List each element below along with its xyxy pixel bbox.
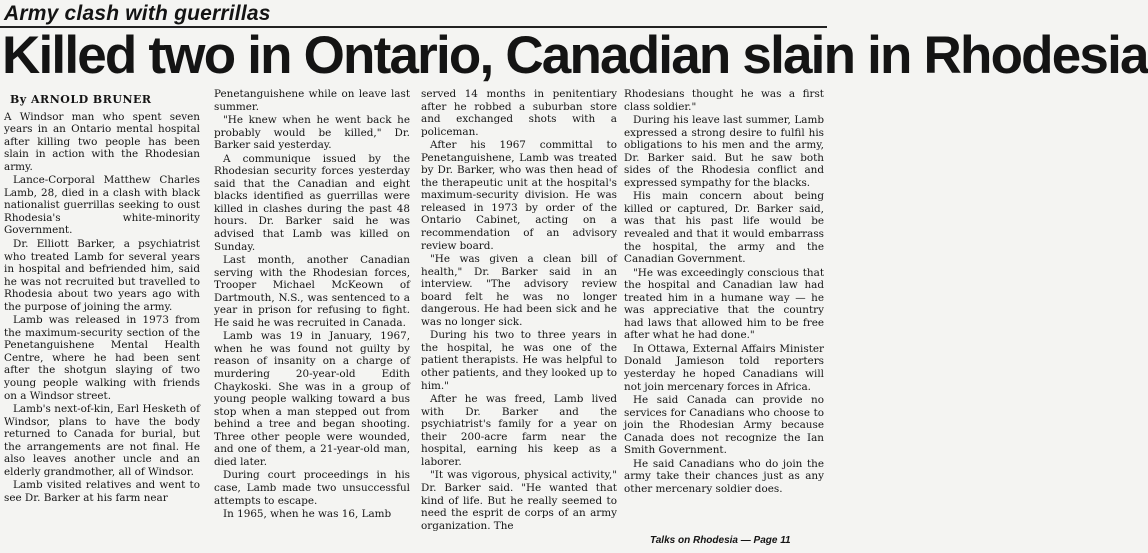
paragraph: After he was freed, Lamb lived with Dr. Barker and the psychiatrist's family for a year on their 200-acre farm near the hospital, earning his keep as a laborer. xyxy=(421,393,617,468)
paragraph: Penetanguishene while on leave last summer. xyxy=(214,88,410,113)
paragraph: Dr. Elliott Barker, a psychiatrist who treated Lamb for several years in hospital and befriended him, said he was not recruited but travelled to Rhodesia about two years ago with the purpose of joining the army. xyxy=(4,238,200,313)
paragraph: During his leave last summer, Lamb expressed a strong desire to fulfil his obligations to his men and the army, Dr. Barker said. But he saw both sides of the Rhodesia conflict and expressed sympathy for the blacks. xyxy=(624,114,824,189)
paragraph: "It was vigorous, physical activity," Dr. Barker said. "He wanted that kind of life. But he really seemed to need the esprit de corps of an army organization. The xyxy=(421,469,617,532)
paragraph: Lamb's next-of-kin, Earl Hesketh of Windsor, plans to have the body returned to Canada for burial, but the arrangements are not final. He also leaves another uncle and an elderly grandmother, all of Windsor. xyxy=(4,403,200,478)
paragraph: Lamb visited relatives and went to see Dr. Barker at his farm near xyxy=(4,479,200,504)
paragraph: In 1965, when he was 16, Lamb xyxy=(223,508,392,521)
paragraph: A Windsor man who spent seven years in an Ontario mental hospital after killing two people has been slain in action with the Rhodesian army. xyxy=(4,110,200,173)
article-column-1 xyxy=(4,92,200,550)
paragraph: "He was given a clean bill of health," Dr. Barker said in an interview. "The advisory review board felt he was no longer dangerous. He had been sick and he was no longer sick. xyxy=(421,253,617,328)
paragraph: "He knew when he went back he probably would be killed," Dr. Barker said yesterday. xyxy=(214,114,410,152)
article-column-3 xyxy=(421,88,617,546)
paragraph: During his two to three years in the hospital, he was one of the patient therapists. He was helpful to other patients, and they looked up to him." xyxy=(421,329,617,392)
paragraph: He said Canada can provide no services for Canadians who choose to join the Rhodesian Army because Canada does not recognize the Ian Smith Government. xyxy=(624,394,824,457)
headline: Killed two in Ontario, Canadian slain in Rhodesia xyxy=(2,26,1148,85)
paragraph: In Ottawa, External Affairs Minister Donald Jamieson told reporters yesterday he hoped Canadians will not join mercenary forces in Africa. xyxy=(624,342,824,393)
paragraph: Last month, another Canadian serving with the Rhodesian forces, Trooper Michael McKeown of Dartmouth, N.S., was sentenced to a year in prison for refusing to fight. He said he was recruited in Canada. xyxy=(214,254,410,329)
paragraph: Lance-Corporal Matthew Charles Lamb, 28, died in a clash with black nationalist guerrillas seeking to oust Rhodesia's white-minority Government. xyxy=(4,174,200,237)
jump-line: Talks on Rhodesia — Page 11 xyxy=(650,535,791,546)
paragraph: He said Canadians who do join the army take their chances just as any other mercenary soldier does. xyxy=(624,457,824,495)
paragraph: His main concern about being killed or captured, Dr. Barker said, was that his past life would be revealed and that it would embarrass the hospital, the army and the Canadian Government. xyxy=(624,190,824,266)
paragraph: Lamb was 19 in January, 1967, when he was found not guilty by reason of insanity on a charge of murdering 20-year-old Edith Chaykoski. She was in a group of young people walking toward a bus stop when a man stepped out from behind a tree and began shooting. Three other people were wounded, and one of them, a 21-year-old man, died later. xyxy=(214,330,410,468)
paragraph: A communique issued by the Rhodesian security forces yesterday said that the Canadian and eight blacks identified as guerrillas were killed in clashes during the past 48 hours. Dr. Barker said he was advised that Lamb was killed on Sunday. xyxy=(214,152,410,253)
paragraph: Rhodesians thought he was a first class soldier." xyxy=(624,88,824,113)
kicker: Army clash with guerrillas xyxy=(4,2,271,25)
article-column-2 xyxy=(214,88,410,546)
article-column-4 xyxy=(624,88,824,546)
paragraph: Lamb was released in 1973 from the maximum-security section of the Penetanguishene Mental Health Centre, where he had been sent after the shotgun slaying of two young people walking with friends on a Windsor street. xyxy=(4,314,200,402)
paragraph: served 14 months in penitentiary after he robbed a suburban store and exchanged shots with a policeman. xyxy=(421,88,617,138)
paragraph: During court proceedings in his case, Lamb made two unsuccessful attempts to escape. xyxy=(214,469,410,507)
byline: By ARNOLD BRUNER xyxy=(10,93,152,106)
paragraph: "He was exceedingly conscious that the hospital and Canadian law had treated him in a humane way — he was appreciative that the country had laws that allowed him to be free after what he had done." xyxy=(624,266,824,342)
paragraph: After his 1967 committal to Penetanguishene, Lamb was treated by Dr. Barker, who was then head of the therapeutic unit at the hospital's maximum-security division. He was released in 1973 by order of the Ontario Cabinet, acting on a recommendation of an advisory review board. xyxy=(421,139,617,252)
